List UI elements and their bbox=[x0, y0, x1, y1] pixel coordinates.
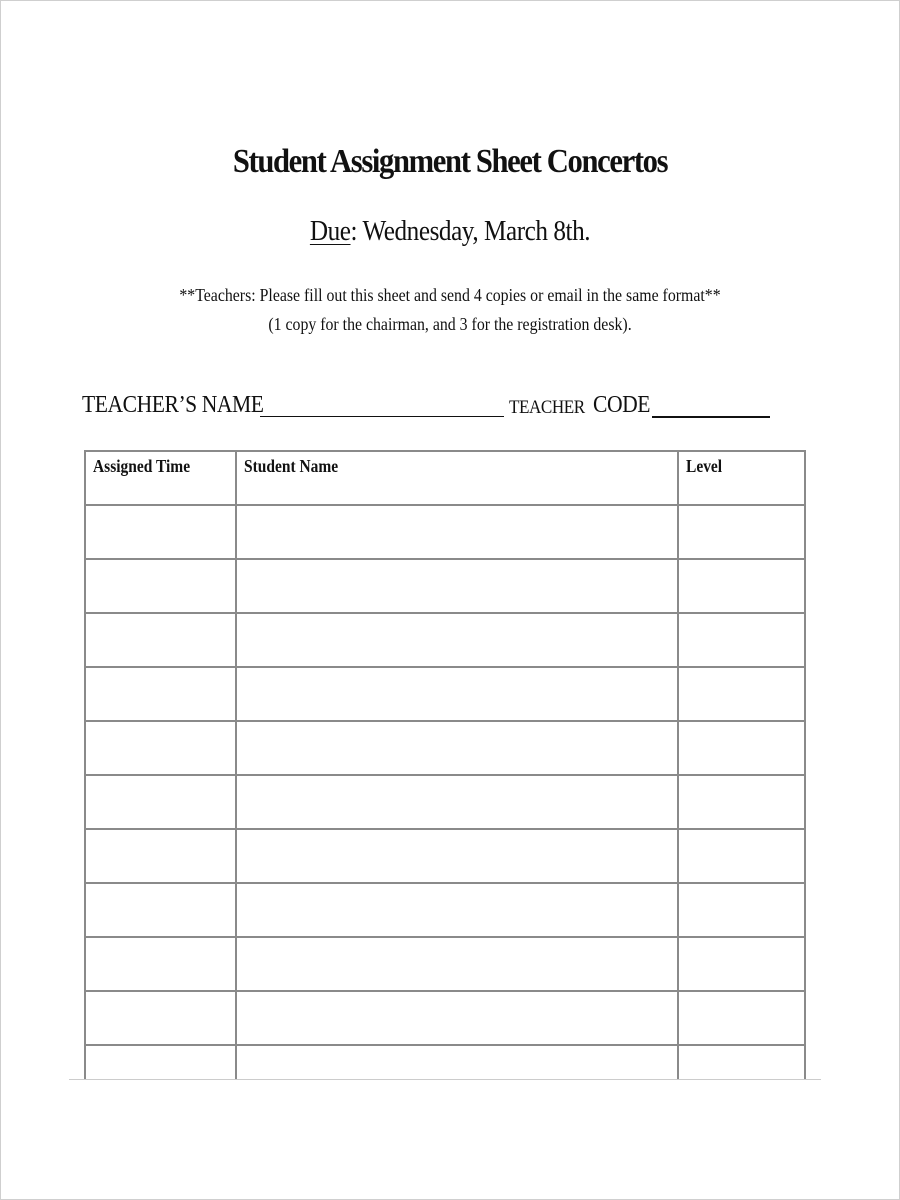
student-name-cell[interactable] bbox=[236, 883, 677, 937]
level-cell[interactable] bbox=[678, 991, 805, 1045]
page-bottom-divider bbox=[69, 1079, 821, 1080]
level-cell[interactable] bbox=[678, 829, 805, 883]
table-row bbox=[85, 883, 805, 937]
assigned-time-cell[interactable] bbox=[85, 613, 236, 667]
table-header-row bbox=[85, 451, 805, 505]
assigned-time-cell[interactable] bbox=[85, 1045, 236, 1080]
student-name-cell[interactable] bbox=[236, 721, 677, 775]
due-value: : Wednesday, March 8th. bbox=[350, 216, 591, 247]
table-row bbox=[85, 505, 805, 559]
header-student-name: Student Name bbox=[236, 451, 677, 505]
assigned-time-cell[interactable] bbox=[85, 883, 236, 937]
table-row bbox=[85, 775, 805, 829]
level-cell[interactable] bbox=[678, 559, 805, 613]
due-date-line bbox=[46, 216, 854, 248]
student-name-cell[interactable] bbox=[236, 775, 677, 829]
student-name-cell[interactable] bbox=[236, 991, 677, 1045]
table-row bbox=[85, 829, 805, 883]
assigned-time-cell[interactable] bbox=[85, 829, 236, 883]
assignment-table-wrapper bbox=[84, 450, 806, 1080]
table-body bbox=[85, 505, 805, 1080]
student-name-cell[interactable] bbox=[236, 1045, 677, 1080]
table-row bbox=[85, 1045, 805, 1080]
instructions-line-2: (1 copy for the chairman, and 3 for the registration desk). bbox=[268, 314, 632, 334]
assigned-time-cell[interactable] bbox=[85, 667, 236, 721]
teacher-code-label-prefix: TEACHER bbox=[509, 397, 585, 418]
student-name-cell[interactable] bbox=[236, 613, 677, 667]
table-row bbox=[85, 613, 805, 667]
level-cell[interactable] bbox=[678, 721, 805, 775]
assignment-table bbox=[84, 450, 806, 1080]
level-cell[interactable] bbox=[678, 505, 805, 559]
level-cell[interactable] bbox=[678, 937, 805, 991]
level-cell[interactable] bbox=[678, 1045, 805, 1080]
table-row bbox=[85, 991, 805, 1045]
table-row bbox=[85, 559, 805, 613]
level-cell[interactable] bbox=[678, 667, 805, 721]
header-assigned-time: Assigned Time bbox=[85, 451, 236, 505]
table-row bbox=[85, 667, 805, 721]
level-cell[interactable] bbox=[678, 775, 805, 829]
table-row bbox=[85, 937, 805, 991]
assigned-time-cell[interactable] bbox=[85, 775, 236, 829]
student-name-cell[interactable] bbox=[236, 667, 677, 721]
teacher-name-field[interactable] bbox=[260, 396, 504, 417]
student-name-cell[interactable] bbox=[236, 829, 677, 883]
due-label: Due bbox=[309, 216, 351, 247]
page-title: Student Assignment Sheet Concertos bbox=[232, 143, 668, 180]
header-level: Level bbox=[678, 451, 805, 505]
assigned-time-cell[interactable] bbox=[85, 559, 236, 613]
instructions-line-1: **Teachers: Please fill out this sheet and send 4 copies or email in the same format** bbox=[179, 285, 721, 305]
assigned-time-cell[interactable] bbox=[85, 937, 236, 991]
teacher-name-label: TEACHER’S NAME bbox=[82, 392, 264, 418]
student-name-cell[interactable] bbox=[236, 937, 677, 991]
level-cell[interactable] bbox=[678, 613, 805, 667]
teacher-info-line bbox=[82, 392, 782, 424]
assigned-time-cell[interactable] bbox=[85, 991, 236, 1045]
table-row bbox=[85, 721, 805, 775]
assigned-time-cell[interactable] bbox=[85, 505, 236, 559]
level-cell[interactable] bbox=[678, 883, 805, 937]
teacher-code-field[interactable] bbox=[652, 396, 770, 418]
student-name-cell[interactable] bbox=[236, 559, 677, 613]
teacher-code-label: CODE bbox=[593, 392, 651, 418]
student-name-cell[interactable] bbox=[236, 505, 677, 559]
assigned-time-cell[interactable] bbox=[85, 721, 236, 775]
